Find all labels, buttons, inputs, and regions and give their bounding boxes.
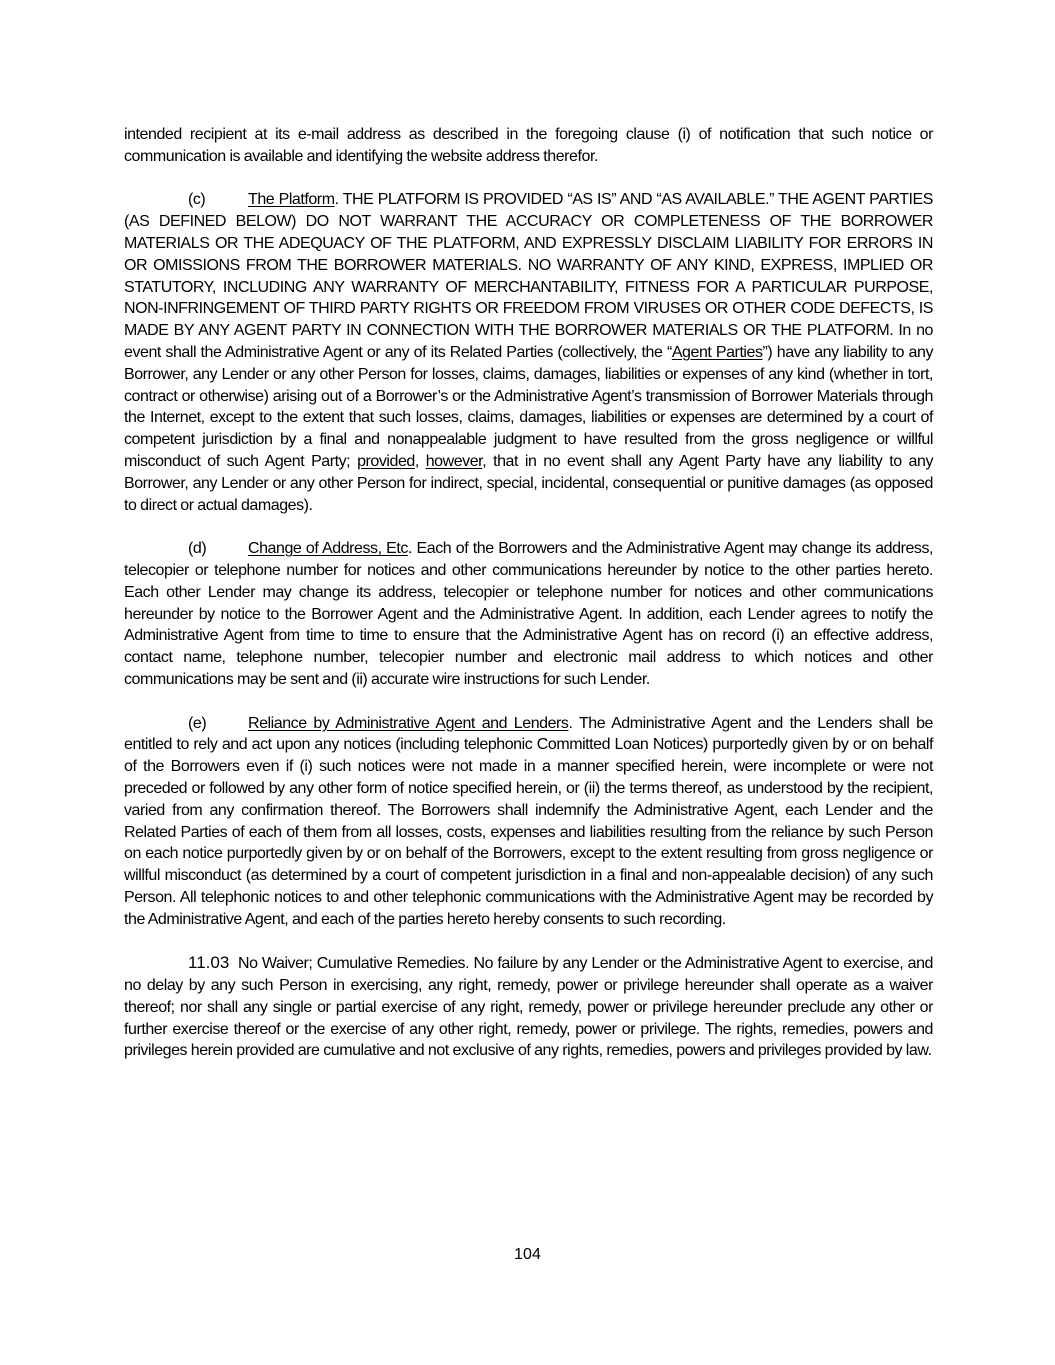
page-number: 104 (514, 1246, 541, 1263)
document-body (124, 124, 933, 1062)
section-d-label: (d) (188, 540, 207, 558)
section-e-paragraph (124, 713, 933, 931)
section-c-paragraph (124, 189, 933, 516)
section-11-03-heading: No Waiver; Cumulative Remedies. (238, 955, 470, 973)
defined-term-agent-parties: Agent Parties (671, 343, 763, 361)
section-c-text-2: ”) have any liability to any Borrower, any Lender or any other Person for losses, claims, damages, liabilities or expenses of any kind (whether in tort, contract or otherwise) arising out of a Borrower’s or the Administrative Agent’s transmission of Borrower Materials through the Internet, except to the extent that such losses, claims, damages, liabilities or expenses are determined by a court of competent jurisdiction by a final and nonappealable judgment to have resulted from the gross negligence or willful misconduct of such Agent Party; (124, 343, 933, 470)
intro-paragraph (124, 124, 933, 168)
section-d-text: . Each of the Borrowers and the Administrative Agent may change its address, telecopier or telephone number for notices and other communications hereunder by notice to the other parties hereto. Each other Lender may change its address, telecopier or telephone number for notices and other communications hereunder by notice to the Borrower Agent and the Administrative Agent. In addition, each Lender agrees to notify the Administrative Agent from time to time to ensure that the Administrative Agent has on record (i) an effective address, contact name, telephone number, telecopier number and electronic mail address to which notices and other communications may be sent and (ii) accurate wire instructions for such Lender. (124, 540, 934, 688)
however-term: however (425, 452, 483, 470)
intro-text: intended recipient at its e-mail address as described in the foregoing clause (i) of notification that such notice or communication is available and identifying the website address therefor. (124, 126, 933, 165)
section-11-03-number: 11.03 (188, 953, 230, 973)
section-d-heading: Change of Address, Etc (248, 540, 408, 558)
section-c-text-1: . THE PLATFORM IS PROVIDED “AS IS” AND “AS AVAILABLE.” THE AGENT PARTIES (AS DEFINED BELOW) DO NOT WARRANT THE ACCURACY OR COMPLETENESS OF THE BORROWER MATERIALS OR THE ADEQUACY OF THE PLATFORM, AND EXPRESSLY DISCLAIM LIABILITY FOR ERRORS IN OR OMISSIONS FROM THE BORROWER MATERIALS. NO WARRANTY OF ANY KIND, EXPRESS, IMPLIED OR STATUTORY, INCLUDING ANY WARRANTY OF MERCHANTABILITY, FITNESS FOR A PARTICULAR PURPOSE, NON-INFRINGEMENT OF THIRD PARTY RIGHTS OR FREEDOM FROM VIRUSES OR OTHER CODE DEFECTS, IS MADE BY ANY AGENT PARTY IN CONNECTION WITH THE BORROWER MATERIALS OR THE PLATFORM. In no event shall the Administrative Agent or any of its Related Parties (collectively, the “ (124, 191, 933, 361)
section-e-label: (e) (188, 714, 207, 732)
section-11-03-text: No failure by any Lender or the Administrative Agent to exercise, and no delay by any such Person in exercising, any right, remedy, power or privilege hereunder shall operate as a waiver thereof; nor shall any single or partial exercise of any right, remedy, power or privilege hereunder preclude any other or further exercise thereof or the exercise of any other right, remedy, power or privilege. The rights, remedies, powers and privileges herein provided are cumulative and not exclusive of any rights, remedies, powers and privileges provided by law. (124, 955, 933, 1060)
section-c-text-4: , that in no event shall any Agent Party have any liability to any Borrower, any Lender or any other Person for indirect, special, incidental, consequential or punitive damages (as opposed to direct or actual damages). (124, 452, 933, 514)
section-e-text: . The Administrative Agent and the Lenders shall be entitled to rely and act upon any notices (including telephonic Committed Loan Notices) purportedly given by or on behalf of the Borrowers even if (i) such notices were not made in a manner specified herein, were incomplete or were not preceded or followed by any other form of notice specified herein, or (ii) the terms thereof, as understood by the recipient, varied from any confirmation thereof. The Borrowers shall indemnify the Administrative Agent, each Lender and the Related Parties of each of them from all losses, costs, expenses and liabilities resulting from the reliance by such Person on each notice purportedly given by or on behalf of the Borrowers, except to the extent resulting from gross negligence or willful misconduct (as determined by a court of competent jurisdiction in a final and non-appealable decision) of any such Person. All telephonic notices to and other telephonic communications with the Administrative Agent may be recorded by the Administrative Agent, and each of the parties hereto hereby consents to such recording. (124, 714, 933, 928)
section-c-label: (c) (188, 191, 206, 209)
section-c-heading: The Platform (248, 191, 335, 209)
section-e-heading: Reliance by Administrative Agent and Lenders (248, 714, 569, 732)
provided-term: provided (357, 452, 415, 470)
section-11-03-paragraph (124, 952, 933, 1062)
section-c-text-3: , (414, 452, 426, 470)
section-d-paragraph (124, 538, 933, 691)
